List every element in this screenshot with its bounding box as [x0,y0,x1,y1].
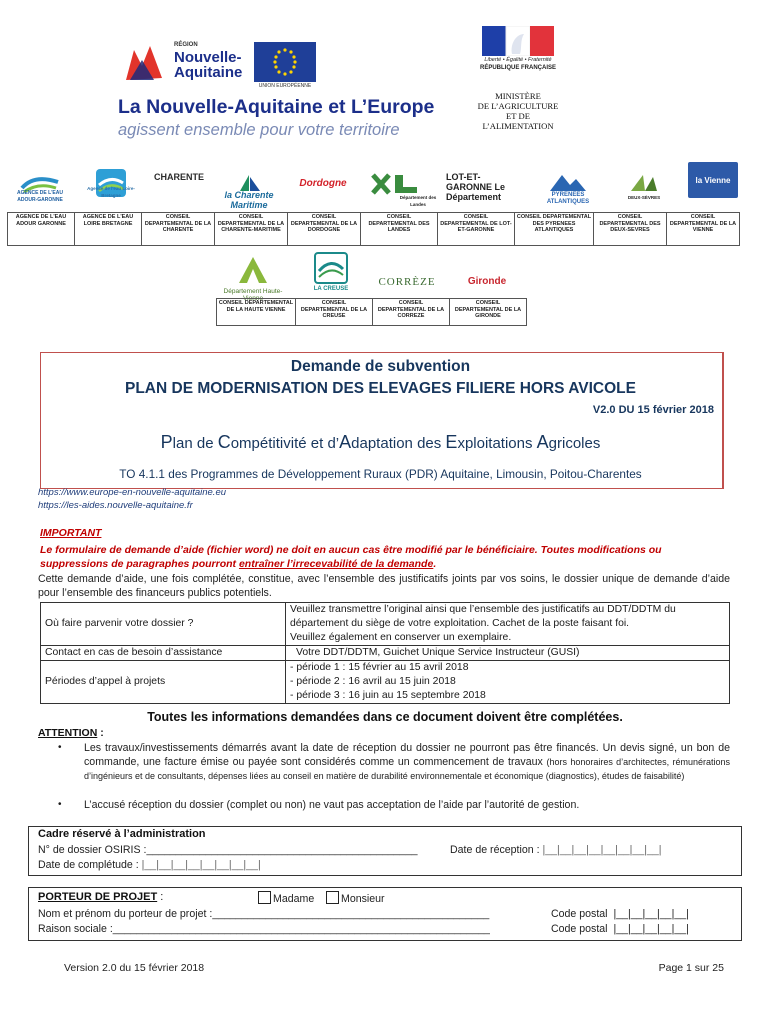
info-value-line: - période 1 : 15 février au 15 avril 2018 [290,662,469,673]
table-row [41,603,730,646]
name-row [38,907,489,921]
cp2-row [551,922,689,936]
partner-logo-correze: CORRÈZE [378,276,436,288]
partner-cell [288,213,361,246]
link-aides[interactable]: https://les-aides.nouvelle-aquitaine.fr [38,500,193,511]
porteur-colon: : [157,891,164,903]
info-label: Contact en cas de besoin d’assistance [41,646,286,661]
info-label: Périodes d’appel à projets [41,661,286,704]
partner-caption: CONSEIL DEPARTEMENTAL DE LA VIENNE [669,214,737,233]
partner-caption: AGENCE DE L'EAU ADOUR GARONNE [15,214,67,227]
footer-page: Page 1 sur 25 [658,962,724,974]
raison-label: Raison sociale : [38,923,113,935]
partner-cell [515,213,594,246]
bullet-icon: • [58,742,62,753]
intro-paragraph: Cette demande d’aide, une fois complétée, constitue, avec l’ensemble des justificatifs joints par vos soins, le dossier unique de demande d’aide pour l’ensemble des financeurs publics potentiels. [38,573,730,599]
marianne-logo [476,26,560,86]
partner-cell [296,299,373,326]
eu-logo [254,42,316,90]
partner-caption: CONSEIL DEPARTEMENTAL DE LOT-ET-GARONNE [440,214,512,233]
important-heading: IMPORTANT [40,527,102,539]
partner-caption: CONSEIL DEPARTEMENTAL DES DEUX-SEVRES [599,214,661,233]
partner-caption: CONSEIL DEPARTEMENTAL DE LA HAUTE VIENNE [218,300,294,313]
attention-heading-wrap [38,727,104,739]
partner-logo-lot-et-garonne: LOT-ET-GARONNE Le Département [446,172,506,202]
title-line2: PLAN DE MODERNISATION DES ELEVAGES FILIERE HORS AVICOLE [125,380,636,397]
partner-logo-dordogne: Dordogne [299,178,347,189]
footer-version: Version 2.0 du 15 février 2018 [64,962,205,974]
partner-logo-text: Agence de l'eau Loire-Bretagne [87,186,135,198]
partner-caption: CONSEIL DEPARTEMENTAL DES PYRENEES ATLANTIQUES [516,214,592,233]
landes-mark-icon [369,171,429,197]
reception-row [450,843,662,857]
partner-logo-loire-bretagne [80,155,142,210]
name-label: Nom et prénom du porteur de projet : [38,908,213,920]
important-text [40,543,730,571]
attention-bullet-1 [84,741,730,783]
madame-option[interactable] [258,891,314,906]
partner-cell [75,213,142,246]
monsieur-checkbox[interactable] [326,891,339,904]
partner-logo-text: PYRENEES ATLANTIQUES [546,192,590,205]
partner-cell [438,213,515,246]
cp2-label: Code postal [551,923,608,935]
leaf-icon [629,173,659,193]
marianne-motto: Liberté • Égalité • Fraternité [484,57,552,63]
partner-cell [142,213,215,246]
info-value-line: Votre DDT/DDTM, Guichet Unique Service Instructeur (GUSI) [296,647,580,658]
osiris-label: N° de dossier OSIRIS : [38,844,147,856]
partner-cell [373,299,450,326]
marianne-flag-icon [476,26,560,56]
title-version: V2.0 DU 15 février 2018 [592,404,714,416]
table-row [41,646,730,661]
monsieur-option[interactable] [326,891,385,906]
partner-caption: CONSEIL DEPARTEMENTAL DE LA DORDOGNE [290,214,358,233]
region-line1: Nouvelle- [174,49,242,66]
region-logo [120,40,250,90]
info-table [40,602,730,704]
partner-logo-text: LA CREUSE [313,286,349,292]
pcaea-text: lan de Compétitivité et d’Adaptation des Exploitations Agricoles [172,432,601,452]
creuse-mark-icon [313,251,349,285]
ministry-line: DE L’AGRICULTURE [477,101,559,111]
cp-label: Code postal [551,908,608,920]
reception-label: Date de réception : [450,844,540,856]
raison-field[interactable]: ________________________________________________________________ [112,923,490,935]
to-line: TO 4.1.1 des Programmes de Développement Ruraux (PDR) Aquitaine, Limousin, Poitou-Charentes [119,467,642,481]
partners-table-row1 [7,212,740,246]
info-value-line: - période 3 : 16 juin au 15 septembre 2018 [290,690,486,701]
ministry-line: MINISTÈRE [495,91,541,101]
partner-cell [450,299,527,326]
info-value-line: - période 2 : 16 avril au 15 juin 2018 [290,676,456,687]
partner-cell [361,213,438,246]
hv-mark-icon [235,253,271,287]
table-row [41,661,730,704]
osiris-field[interactable]: ______________________________________________ [146,844,418,856]
partner-caption: CONSEIL DEPARTEMENTAL DES LANDES [368,214,430,233]
mountain-icon [548,171,588,193]
info-label: Où faire parvenir votre dossier ? [41,603,286,646]
slogan-title: La Nouvelle-Aquitaine et L’Europe [118,96,435,118]
ministry-block [474,91,562,131]
partner-logo-haute-vienne [220,248,286,292]
partner-cell [217,299,296,326]
cp-field[interactable]: |__|__|__|__|__| [613,908,689,920]
partner-caption: CONSEIL DEPARTEMENTAL DE LA CORREZE [377,300,445,319]
title-line1: Demande de subvention [290,358,471,375]
partners-table-row2 [216,298,527,326]
region-small: RÉGION [174,42,198,48]
porteur-heading: PORTEUR DE PROJET [38,891,158,903]
important-text-end: . [433,558,437,570]
monsieur-label: Monsieur [341,893,385,905]
partner-caption: CONSEIL DEPARTEMENTAL DE LA CHARENTE-MARITIME [217,214,285,233]
important-text-underlined: entraîner l’irrecevabilité de la demande [238,558,434,570]
partner-caption: CONSEIL DEPARTEMENTAL DE LA CHARENTE [144,214,212,233]
bullet-icon: • [58,799,62,810]
region-mark-icon [120,40,168,88]
osiris-row [38,843,417,857]
completude-field[interactable]: |__|__|__|__|__|__|__|__| [141,859,261,871]
partner-logo-landes [364,170,434,198]
cp-row [551,907,689,921]
attention-bullet-2: L’accusé réception du dossier (complet ou non) ne vaut pas acceptation de l’aide par l’autorité de gestion. [84,799,580,811]
partner-caption: CONSEIL DEPARTEMENTAL DE LA CREUSE [300,300,368,319]
partner-logo-text: Département Haute-Vienne [223,288,283,302]
madame-checkbox[interactable] [258,891,271,904]
ministry-line: ET DE [506,111,530,121]
cp2-field[interactable]: |__|__|__|__|__| [613,923,689,935]
partner-logo-text: DEUX-SÈVRES [627,195,661,200]
porteur-heading-wrap [38,891,163,903]
name-field[interactable]: _______________________________________________ [212,908,490,920]
partner-cell [667,213,740,246]
completude-label: Date de complétude : [38,859,139,871]
attention-bullet-1-small: (hors honoraires d’architectes, rémunérations d’ingénieurs et de consultants, dépenses liées au conseil en matière de durabilité environnementale et économique (diagnostics), études de faisabilité) [84,757,730,781]
partner-logo-deux-sevres [612,168,676,198]
republic-label: RÉPUBLIQUE FRANÇAISE [479,65,556,71]
reception-field[interactable]: |__|__|__|__|__|__|__|__| [542,844,662,856]
link-europe[interactable]: https://www.europe-en-nouvelle-aquitaine.eu [38,487,227,498]
all-info-notice: Toutes les informations demandées dans ce document doivent être complétées. [147,710,623,724]
info-value [286,646,730,661]
partner-logo-creuse [304,248,358,288]
partner-cell [594,213,667,246]
info-value-line: Veuillez également en conserver un exemplaire. [290,632,512,643]
admin-heading: Cadre réservé à l’administration [38,828,206,840]
partner-logo-text: la Vienne [695,176,731,185]
important-text-part1: Le formulaire de demande d’aide (fichier word) ne doit en aucun cas être modifié par le bénéficiaire. Toutes modifications ou suppressions de paragraphes pourront [40,544,662,570]
info-value [286,661,730,704]
partner-logo-charente: CHARENTE [153,172,204,182]
attention-heading: ATTENTION [38,727,98,739]
eu-flag-icon [254,42,316,82]
info-value [286,603,730,646]
eu-label: UNION EUROPÉENNE [258,83,312,89]
partner-logo-text: AGENCE DE L'EAU ADOUR-GARONNE [17,190,63,203]
info-value-line: Veuillez transmettre l’original ainsi que l’ensemble des justificatifs au DDT/DDTM du département du siège de votre exploitation. Cachet de la poste faisant foi. [290,604,676,629]
partner-logo-text: Département des Landes [399,195,437,207]
partner-logo-gironde: Gironde [467,276,507,287]
partner-caption: AGENCE DE L'EAU LOIRE BRETAGNE [82,214,134,227]
partner-cell [215,213,288,246]
ministry-line: L’ALIMENTATION [482,121,554,131]
partner-logo-text: la Charente Maritime [224,190,274,210]
attention-bullet-1-main: Les travaux/investissements démarrés avant la date de réception du dossier ne pourront pas être financés. Un devis signé, un bon de commande, une facture émise ou payée sont considérés comme un commencement de travaux [84,742,730,768]
madame-label: Madame [273,893,315,905]
raison-row [38,922,490,936]
attention-colon: : [97,727,104,739]
pcaea-title: Plan de Compétitivité et d’Adaptation des Exploitations Agricoles [160,432,601,452]
partner-cell [8,213,75,246]
slogan-subtitle: agissent ensemble pour votre territoire [118,121,400,139]
partner-caption: CONSEIL DEPARTEMENTAL DE LA GIRONDE [454,300,522,319]
completude-row [38,858,261,872]
region-line2: Aquitaine [174,64,243,81]
